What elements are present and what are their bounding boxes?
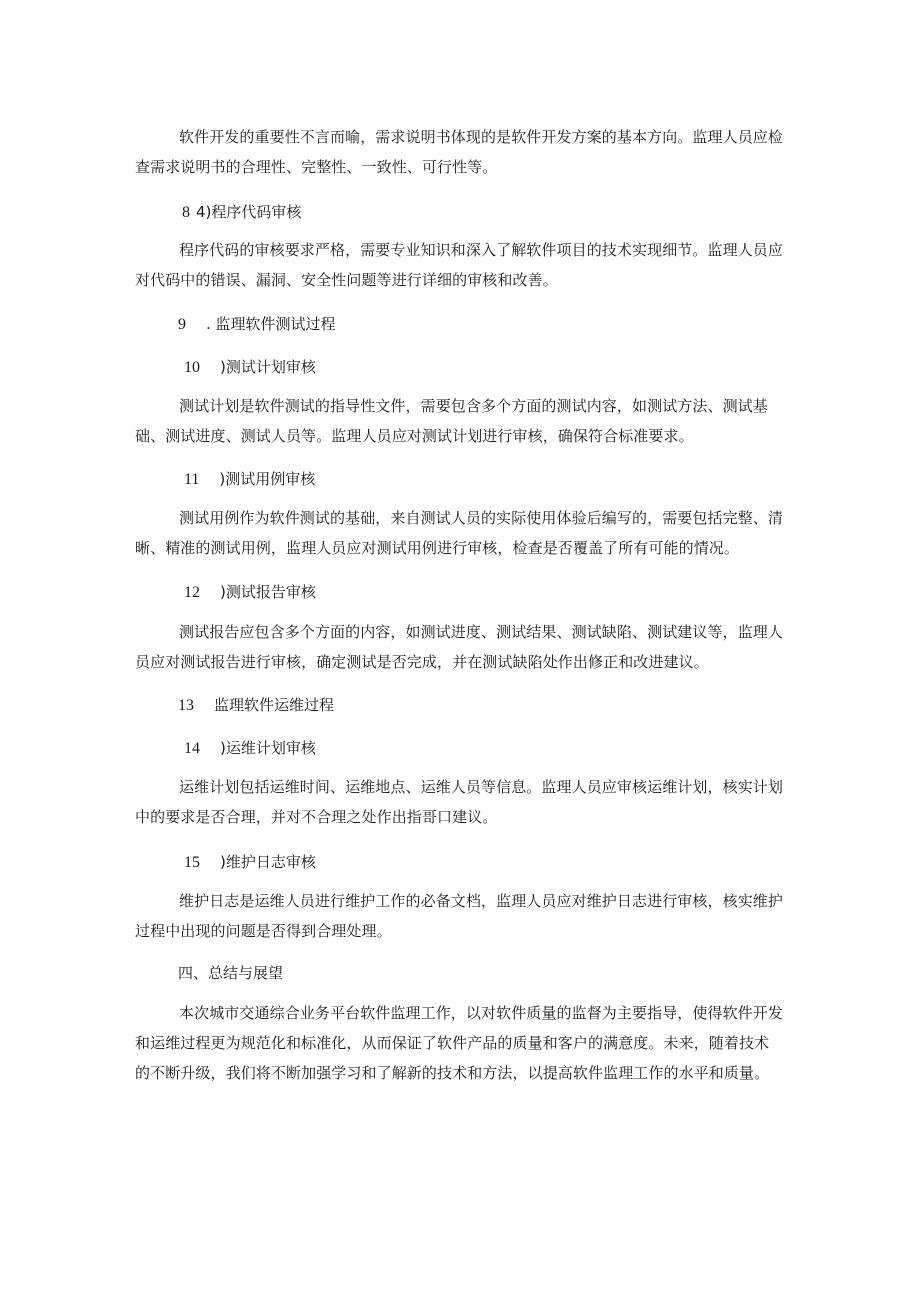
heading-number: 12 — [184, 584, 200, 601]
paragraph-maintenance-plan-review: 运维计划包括运维时间、运维地点、运维人员等信息。监理人员应审核运维计划，核实计划中的要求是否合理，并对不合理之处作出指哥口建议。 — [135, 778, 784, 826]
paragraph-test-case-review: 测试用例作为软件测试的基础，来自测试人员的实际使用体验后编写的，需要包括完整、清晰、精准的测试用例，监理人员应对测试用例进行审核，检查是否覆盖了所有可能的情况。 — [135, 509, 784, 557]
heading-test-report-review — [184, 581, 316, 604]
heading-summary-outlook: 四、总结与展望 — [178, 964, 284, 982]
heading-text: )测试用例审核 — [219, 470, 316, 488]
heading-number: 15 — [184, 854, 200, 871]
paragraph-summary-outlook: 本次城市交通综合业务平台软件监理工作，以对软件质量的监督为主要指导，使得软件开发和运维过程更为规范化和标准化，从而保证了软件产品的质量和客户的满意度。未来，随着技术的不断升级，我们将不断加强学习和了解新的技术和方法，以提高软件监理工作的水平和质量。 — [135, 1004, 784, 1082]
heading-text: 4)程序代码审核 — [196, 203, 302, 221]
heading-text: )测试计划审核 — [220, 358, 316, 376]
heading-testing-process — [178, 313, 336, 336]
paragraph-test-report-review: 测试报告应包含多个方面的内容，如测试进度、测试结果、测试缺陷、测试建议等，监理人员应对测试报告进行审核，确定测试是否完成，并在测试缺陷处作出修正和改进建议。 — [135, 623, 784, 671]
heading-text: )维护日志审核 — [220, 853, 316, 871]
heading-number: 14 — [184, 740, 200, 757]
heading-maintenance-process — [178, 694, 334, 717]
heading-number: 9 — [178, 316, 186, 333]
heading-number: 8 — [182, 204, 190, 221]
paragraph-test-plan-review: 测试计划是软件测试的指导性文件，需要包含多个方面的测试内容，如测试方法、测试基础、测试进度、测试人员等。监理人员应对测试计划进行审核，确保符合标准要求。 — [135, 397, 768, 445]
heading-text: 监理软件运维过程 — [214, 696, 335, 714]
heading-text: . 监理软件测试过程 — [206, 315, 336, 333]
heading-test-plan-review — [184, 356, 316, 379]
paragraph-maintenance-log-review: 维护日志是运维人员进行维护工作的必备文档，监理人员应对维护日志进行审核，核实维护过程中出现的问题是否得到合理处理。 — [135, 892, 784, 940]
paragraph-code-review: 程序代码的审核要求严格，需要专业知识和深入了解软件项目的技术实现细节。监理人员应对代码中的错误、漏洞、安全性问题等进行详细的审核和改善。 — [135, 241, 784, 289]
heading-maintenance-plan-review — [184, 737, 316, 760]
paragraph-requirements-review: 软件开发的重要性不言而喻，需求说明书体现的是软件开发方案的基本方向。监理人员应检查需求说明书的合理性、完整性、一致性、可行性等。 — [135, 128, 784, 176]
heading-number: 13 — [178, 697, 194, 714]
heading-number: 11 — [184, 471, 200, 488]
heading-text: )测试报告审核 — [220, 583, 316, 601]
heading-text: )运维计划审核 — [220, 739, 316, 757]
heading-number: 10 — [184, 359, 200, 376]
heading-code-review — [182, 201, 301, 224]
heading-maintenance-log-review — [184, 851, 316, 874]
heading-test-case-review — [184, 468, 315, 491]
